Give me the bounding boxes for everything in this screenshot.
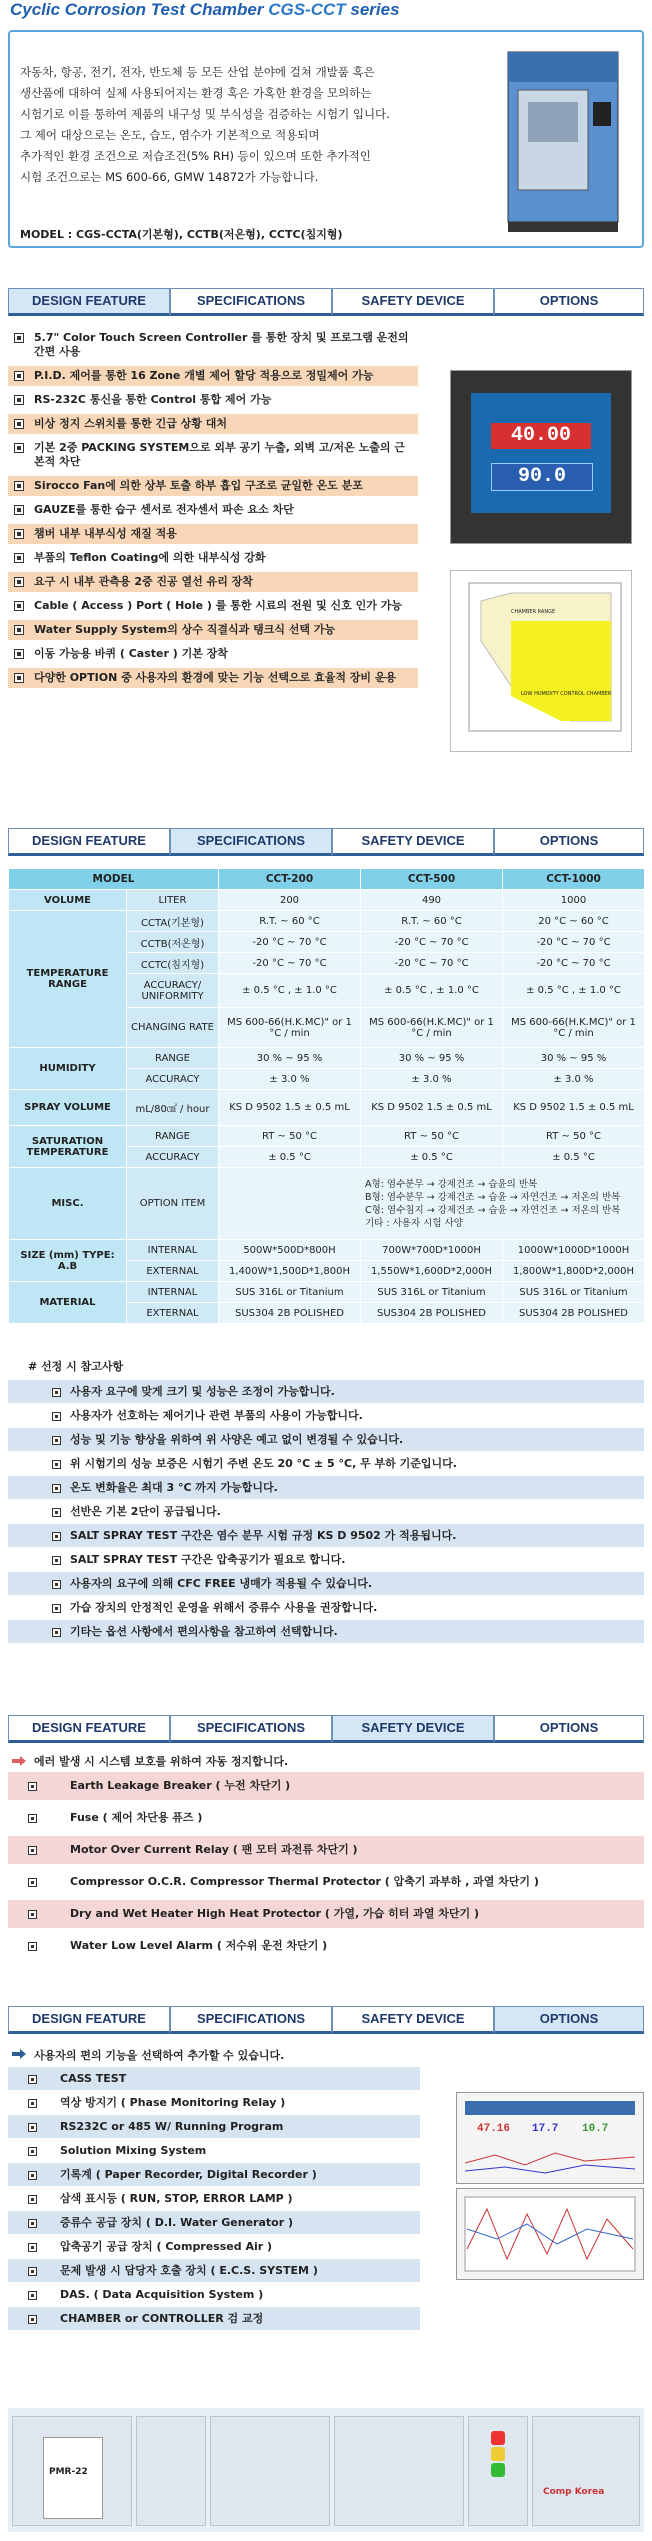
- list-item: 선반은 기본 2단이 공급됩니다.: [8, 1500, 644, 1524]
- list-item: 챔버 내부 내부식성 재질 적용: [8, 524, 418, 544]
- list-item: 기본 2중 PACKING SYSTEM으로 외부 공기 누출, 외벽 고/저온 노출의 근본적 차단: [8, 438, 418, 472]
- tab-options[interactable]: OPTIONS: [494, 2006, 644, 2034]
- notes-heading: # 선정 시 참고사항: [28, 1360, 124, 1373]
- notes-section: [8, 1358, 644, 1644]
- tab-specifications[interactable]: SPECIFICATIONS: [170, 2006, 332, 2034]
- signal-lamp-photo: [468, 2416, 528, 2526]
- tab-specifications[interactable]: SPECIFICATIONS: [170, 828, 332, 856]
- list-item: Water Supply System의 상수 직결식과 탱크식 선택 가능: [8, 620, 418, 640]
- list-item: 이동 가능용 바퀴 ( Caster ) 기본 장착: [8, 644, 418, 664]
- tab-design-feature[interactable]: DESIGN FEATURE: [8, 2006, 170, 2034]
- list-item: GAUZE를 통한 습구 센서로 전자센서 파손 요소 차단: [8, 500, 418, 520]
- list-item: Water Low Level Alarm ( 저수위 운전 차단기 ): [8, 1932, 644, 1960]
- list-item: 기록계 ( Paper Recorder, Digital Recorder ): [8, 2163, 420, 2187]
- tabbar-options: [8, 2006, 644, 2036]
- port-photo: [136, 2416, 206, 2526]
- list-item: 사용자의 요구에 의해 CFC FREE 냉매가 적용될 수 있습니다.: [8, 1572, 644, 1596]
- list-item: SALT SPRAY TEST 구간은 염수 분무 시험 규정 KS D 9502 가 적용됩니다.: [8, 1524, 644, 1548]
- table-row: EXTERNAL SUS304 2B POLISHED SUS304 2B POLISHED SUS304 2B POLISHED: [9, 1303, 645, 1324]
- intro-text: 자동차, 항공, 전기, 전자, 반도체 등 모든 산업 분야에 걸쳐 개발품 혹은 생산품에 대하여 실제 사용되어지는 환경 혹은 가혹한 환경을 모의하는 시험기로 이를 통하여 제품의 내구성 및 부식성을 검증하는 시험기 입니다. 그 제어 대상으로는 온도, 습도, 염수가 기본적으로 적용되며 추가적인 환경 조건으로 저습조건(5% RH) 등이 있으며 또한 추가적인 시험 조건으로는 MS 600-66, GMW 14872가 가능합니다.: [20, 65, 390, 184]
- list-item: Sirocco Fan에 의한 상부 토출 하부 흡입 구조로 균일한 온도 분포: [8, 476, 418, 496]
- tab-options[interactable]: OPTIONS: [494, 288, 644, 316]
- feature-list: [8, 328, 418, 692]
- list-item: RS232C or 485 W/ Running Program: [8, 2115, 420, 2139]
- tab-design-feature[interactable]: DESIGN FEATURE: [8, 828, 170, 856]
- model-line: MODEL : CGS-CCTA(기본형), CCTB(저온형), CCTC(침지형): [20, 228, 343, 241]
- table-row: SIZE (mm) TYPE: A.B INTERNAL 500W*500D*800H 700W*700D*1000H 1000W*1000D*1000H: [9, 1240, 645, 1261]
- range-graph: [450, 570, 632, 752]
- tab-design-feature[interactable]: DESIGN FEATURE: [8, 288, 170, 316]
- recorder-trend: [465, 2143, 635, 2177]
- list-item: RS-232C 통신을 통한 Control 통합 제어 가능: [8, 390, 418, 410]
- list-item: 부품의 Teflon Coating에 의한 내부식성 강화: [8, 548, 418, 568]
- table-row: EXTERNAL 1,400W*1,500D*1,800H 1,550W*1,600D*2,000H 1,800W*1,800D*2,000H: [9, 1261, 645, 1282]
- range-graph-plot: [451, 571, 631, 751]
- recorder-value-3: 10.7: [582, 2123, 609, 2135]
- table-row: CCTB(저온형) -20 °C ~ 70 °C -20 °C ~ 70 °C -20 °C ~ 70 °C: [9, 932, 645, 953]
- chamber-image: [488, 42, 638, 242]
- recorder-image-1: [456, 2092, 644, 2184]
- list-item: 삼색 표시등 ( RUN, STOP, ERROR LAMP ): [8, 2187, 420, 2211]
- list-item: 가습 장치의 안정적인 운영을 위해서 증류수 사용을 권장합니다.: [8, 1596, 644, 1620]
- recorder-chart: [457, 2189, 643, 2279]
- list-item: CASS TEST: [8, 2067, 420, 2091]
- accessory-photos: [8, 2408, 644, 2532]
- list-item: Motor Over Current Relay ( 팬 모터 과전류 차단기 ): [8, 1836, 644, 1864]
- list-item: DAS. ( Data Acquisition System ): [8, 2283, 420, 2307]
- list-item: 다양한 OPTION 중 사용자의 환경에 맞는 기능 선택으로 효율적 장비 운용: [8, 668, 418, 688]
- water-generator-photo: [210, 2416, 330, 2526]
- list-item: 문제 발생 시 담당자 호출 장치 ( E.C.S. SYSTEM ): [8, 2259, 420, 2283]
- list-item: 요구 시 내부 관측용 2중 진공 열선 유리 장착: [8, 572, 418, 592]
- table-row: MODEL CCT-200 CCT-500 CCT-1000: [9, 869, 645, 890]
- tabbar-design: [8, 288, 644, 318]
- list-item: Solution Mixing System: [8, 2139, 420, 2163]
- list-item: 위 시험기의 성능 보증은 시험기 주변 온도 20 °C ± 5 °C, 무 부하 기준입니다.: [8, 1452, 644, 1476]
- tab-safety-device[interactable]: SAFETY DEVICE: [332, 828, 494, 856]
- list-item: 5.7" Color Touch Screen Controller 를 통한 장치 및 프로그램 운전의 간편 사용: [8, 328, 418, 362]
- table-row: CCTC(침지형) -20 °C ~ 70 °C -20 °C ~ 70 °C -20 °C ~ 70 °C: [9, 953, 645, 974]
- list-item: 성능 및 기능 향상을 위하여 위 사양은 예고 없이 변경될 수 있습니다.: [8, 1428, 644, 1452]
- tab-specifications[interactable]: SPECIFICATIONS: [170, 288, 332, 316]
- list-item: Dry and Wet Heater High Heat Protector ( 가열, 가습 히터 과열 차단기 ): [8, 1900, 644, 1928]
- compressor-photo: Comp Korea: [532, 2416, 640, 2526]
- controller-screen: [471, 393, 611, 513]
- table-row: ACCURACY ± 3.0 % ± 3.0 % ± 3.0 %: [9, 1069, 645, 1090]
- safety-section: [8, 1752, 644, 1964]
- table-row: ACCURACY ± 0.5 °C ± 0.5 °C ± 0.5 °C: [9, 1147, 645, 1168]
- graph-label-2: LOW HUMIDITY CONTROL CHAMBER: [521, 691, 612, 697]
- list-item: CHAMBER or CONTROLLER 검 교정: [8, 2307, 420, 2331]
- list-item: SALT SPRAY TEST 구간은 압축공기가 필요로 합니다.: [8, 1548, 644, 1572]
- spec-table: [8, 868, 645, 1324]
- list-item: Fuse ( 제어 차단용 퓨즈 ): [8, 1804, 644, 1832]
- recorder-photo: [334, 2416, 464, 2526]
- list-item: 비상 정지 스위치를 통한 긴급 상황 대처: [8, 414, 418, 434]
- table-row: SATURATION TEMPERATURE RANGE RT ~ 50 °C RT ~ 50 °C RT ~ 50 °C: [9, 1126, 645, 1147]
- list-item: 증류수 공급 장치 ( D.I. Water Generator ): [8, 2211, 420, 2235]
- list-item: 온도 변화율은 최대 3 °C 까지 가능합니다.: [8, 1476, 644, 1500]
- graph-label-1: CHAMBER RANGE: [511, 609, 556, 615]
- misc-option-text: A형: 염수분무 → 강제건조 → 습윤의 반복 B형: 염수분무 → 강제건조 → 습윤 → 자연건조 → 저온의 반복 C형: 염수침지 → 강제건조 → 습윤 → 자연건조 → 저온의 반복 기타 : 사용자 시험 사양: [219, 1168, 645, 1240]
- table-row: ACCURACY/ UNIFORMITY ± 0.5 °C , ± 1.0 °C ± 0.5 °C , ± 1.0 °C ± 0.5 °C , ± 1.0 °C: [9, 974, 645, 1008]
- intro-box: [8, 30, 644, 248]
- table-row: SPRAY VOLUME mL/80㎠ / hour KS D 9502 1.5 ± 0.5 mL KS D 9502 1.5 ± 0.5 mL KS D 9502 1.5 ± 0.5 mL: [9, 1090, 645, 1126]
- tab-options[interactable]: OPTIONS: [494, 828, 644, 856]
- list-item: Earth Leakage Breaker ( 누전 차단기 ): [8, 1772, 644, 1800]
- list-item: 기타는 옵션 사항에서 편의사항을 참고하여 선택합니다.: [8, 1620, 644, 1644]
- list-item: P.I.D. 제어를 통한 16 Zone 개별 제어 할당 적용으로 정밀제어 가능: [8, 366, 418, 386]
- tab-safety-device[interactable]: SAFETY DEVICE: [332, 288, 494, 316]
- controller-image: [450, 370, 632, 544]
- tabbar-safety: [8, 1715, 644, 1745]
- table-row: VOLUME LITER 200 490 1000: [9, 890, 645, 911]
- arrow-right-icon: [12, 1756, 26, 1766]
- table-row: CHANGING RATE MS 600-66(H.K.MC)" or 1 °C / min MS 600-66(H.K.MC)" or 1 °C / min MS 600-66(H.K.MC)" or 1 °C / min: [9, 1008, 645, 1048]
- display-value-2: 90.0: [491, 463, 593, 491]
- tab-design-feature[interactable]: DESIGN FEATURE: [8, 1715, 170, 1743]
- recorder-image-2: [456, 2188, 644, 2280]
- options-heading: 사용자의 편의 기능을 선택하여 추가할 수 있습니다.: [8, 2045, 644, 2067]
- tab-safety-device[interactable]: SAFETY DEVICE: [332, 2006, 494, 2034]
- tab-options[interactable]: OPTIONS: [494, 1715, 644, 1743]
- safety-heading: 에러 발생 시 시스템 보호를 위하여 자동 정지합니다.: [8, 1752, 644, 1772]
- page-title: Cyclic Corrosion Test Chamber CGS-CCT series: [10, 0, 400, 19]
- tabbar-spec: [8, 828, 644, 858]
- tab-safety-device[interactable]: SAFETY DEVICE: [332, 1715, 494, 1743]
- list-item: Cable ( Access ) Port ( Hole ) 를 통한 시료의 전원 및 신호 인가 가능: [8, 596, 418, 616]
- relay-photo: PMR-22: [12, 2416, 132, 2526]
- list-item: 사용자 요구에 맞게 크기 및 성능은 조정이 가능합니다.: [8, 1380, 644, 1404]
- table-row: HUMIDITY RANGE 30 % ~ 95 % 30 % ~ 95 % 30 % ~ 95 %: [9, 1048, 645, 1069]
- table-row: MISC. OPTION ITEM A형: 염수분무 → 강제건조 → 습윤의 반복 B형: 염수분무 → 강제건조 → 습윤 → 자연건조 → 저온의 반복 C형: 염수침지 → 강제건조 → 습윤 → 자연건조 → 저온의 반복 기타 : 사용자 시험 사양: [9, 1168, 645, 1240]
- list-item: 사용자가 선호하는 제어기나 관련 부품의 사용이 가능합니다.: [8, 1404, 644, 1428]
- table-row: TEMPERATURE RANGE CCTA(기본형) R.T. ~ 60 °C R.T. ~ 60 °C 20 °C ~ 60 °C: [9, 911, 645, 932]
- recorder-value-2: 17.7: [532, 2123, 559, 2135]
- recorder-value-1: 47.16: [477, 2123, 511, 2135]
- display-value-1: 40.00: [491, 423, 591, 449]
- table-row: MATERIAL INTERNAL SUS 316L or Titanium SUS 316L or Titanium SUS 316L or Titanium: [9, 1282, 645, 1303]
- tab-specifications[interactable]: SPECIFICATIONS: [170, 1715, 332, 1743]
- list-item: Compressor O.C.R. Compressor Thermal Protector ( 압축기 과부하 , 과열 차단기 ): [8, 1868, 644, 1896]
- list-item: 역상 방지기 ( Phase Monitoring Relay ): [8, 2091, 420, 2115]
- arrow-right-icon: [12, 2049, 26, 2059]
- list-item: 압축공기 공급 장치 ( Compressed Air ): [8, 2235, 420, 2259]
